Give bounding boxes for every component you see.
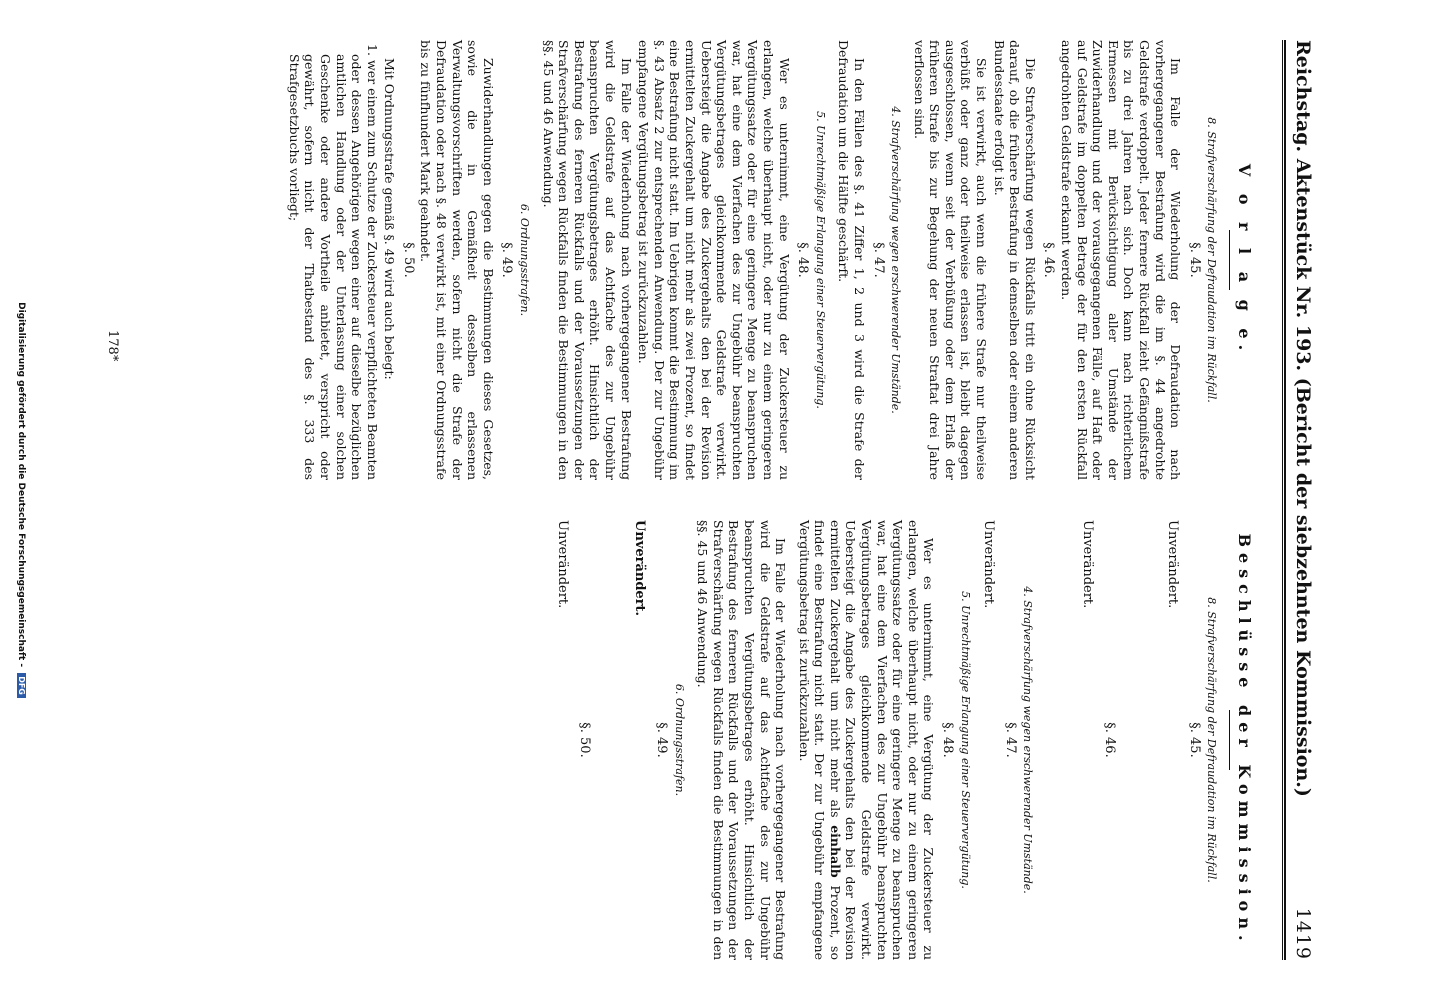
paragraph-number: §. 49. [653,722,669,758]
column-vorlage [284,40,1252,480]
digitization-footer [16,0,26,1000]
paragraph-number: §. 49. [499,242,515,278]
section-heading: 8. Strafverschärfung der Defraudation im Rückfall. [1205,117,1219,403]
paragraph-text: Unverändert. [1165,520,1181,609]
paragraph-text: Sie ist verwirkt, auch wenn die frühere Strafe nur theilweise verbüßt oder ganz oder theilweise erlassen ist, bleibt dagegen ausgeschlossen, wenn seit der Verbüßung oder dem Erlaß der früheren Strafe bis zur Begehung der neuen Straftat drei Jahre verflossen sind. [911,40,990,480]
paragraph-text: Mit Ordnungsstrafe gemäß §. 49 wird auch belegt: [382,58,398,380]
text-run: Wer es unternimmt, eine Vergütung der Zuckersteuer zu erlangen, welche überhaupt nicht, oder nur zu einem geringeren Vergütungssatze oder für eine geringere Menge zu beanspruchen war, hat eine dem Vierfachen des zur Ungebühr beanspruchten Vergütungsbetrages gleichkommende Geldstrafe verwirkt. Uebersteigt die Angabe des Zuckergehalts den bei der Revision ermittelten Zuckergehalt um nicht mehr als [827,520,937,960]
paragraph-number: §. 45. [1186,722,1202,758]
footer-text: Digitalisierung gefördert durch die Deutsche Forschungsgemeinschaft - [16,302,26,668]
paragraph-text: Die Strafverschärfung wegen Rückfalls tritt ein ohne Rücksicht darauf, ob die frühere Bestrafung in demselben oder einem anderen Bundesstaate erfolgt ist. [991,40,1038,480]
section-heading: 6. Ordnungsstrafen. [672,683,686,797]
paragraph-text: Unverändert. [1080,520,1096,609]
header-title: Reichstag. Aktenstück Nr. 193. (Bericht der siebzehnten Kommission.) [1292,40,1314,797]
header-page-number: 1419 [1292,907,1314,960]
paragraph-number: §. 46. [1041,242,1057,278]
text-run: Prozent, so findet eine Bestrafung nicht statt. Der zur Ungebühr empfangene Vergütungsbetrag ist zurückzuzahlen. [796,520,843,960]
paragraph-number: §. 45. [1186,242,1202,278]
column-title: Beschlüsse der Kommission. [1235,533,1254,947]
header-rule [1284,40,1286,960]
paragraph-text: Im Falle der Wiederholung nach vorhergegangener Bestrafung wird die Geldstrafe auf das Achtfache des zur Ungebühr beanspruchten Vergütungsbetrages erhöht. Hinsichtlich der Bestrafung des ferneren Rückfalls und der Voraussetzungen der Strafverschärfung wegen Rückfalls finden die Bestimmungen in den §§. 45 und 46 Anwendung. [540,40,634,480]
emphasis-text: einhalb [827,825,843,878]
paragraph-number: §. 47. [1002,722,1018,758]
paragraph-number: §. 47. [870,242,886,278]
paragraph-text [796,520,936,960]
section-heading: 6. Ordnungsstrafen. [518,203,532,317]
paragraph-number: §. 46. [1101,722,1117,758]
paragraph-number: §. 48. [795,242,811,278]
paragraph-text: Unverändert. [555,520,571,609]
list-item: 1. wer einem zum Schutze der Zuckersteuer verpflichteten Beamten oder dessen Angehörigen wegen einer auf dieselbe bezüglichen amtlichen Handlung oder der Unterlassung einer solchen Geschenke oder andere Vortheile anbietet, verspricht oder gewährt, sofern nicht der Thatbestand des §. 333 des Strafgesetzbuchs vorliegt; [286,44,380,480]
header-rule-thin [1282,40,1283,960]
paragraph-text: Unverändert. [632,520,648,617]
divider [1229,710,1230,770]
paragraph-text: Wer es unternimmt, eine Vergütung der Zuckersteuer zu erlangen, welche überhaupt nicht, oder nur zu einem geringeren Vergütungssatze oder für eine geringere Menge zu beanspruchen war, hat eine dem Vierfachen des zur Ungebühr beanspruchten Vergütungsbetrages gleichkommende Geldstrafe verwirkt. Uebersteigt die Angabe des Zuckergehalts den bei der Revision ermittelten Zuckergehalt um nicht mehr als zwei Prozent, so findet eine Bestrafung nicht statt. Im Uebrigen kommt die Bestimmung im §. 43 Absatz 2 zur entsprechenden Anwendung. Der zur Ungebühr empfangene Vergütungsbetrag ist zurückzuzahlen. [636,40,792,480]
paragraph-number: §. 50. [576,722,592,758]
section-heading: 4. Strafverschärfung wegen erschwerender Umstände. [889,106,903,414]
paragraph-number: §. 50. [400,242,416,278]
section-heading: 5. Unrechtmäßige Erlangung einer Steuervergütung. [813,111,827,409]
paragraph-text: Zuwiderhandlungen gegen die Bestimmungen dieses Gesetzes, sowie die in Gemäßheit desselben erlassenen Verwaltungsvorschriften werden, sofern nicht die Strafe der Defraudation oder nach §. 48 verwirkt ist, mit einer Ordnungsstrafe bis zu fünfhundert Mark geahndet. [418,40,496,480]
page-header [1284,40,1314,960]
paragraph-number: §. 48. [940,722,956,758]
section-heading: 8. Strafverschärfung der Defraudation im Rückfall. [1205,597,1219,883]
page-footer-number: 178* [105,330,120,362]
column-beschluesse [547,520,1252,960]
paragraph-text: In den Fällen des §. 41 Ziffer 1, 2 und 3 wird die Strafe der Defraudation um die Hälfte geschärft. [836,40,867,480]
divider [1229,230,1230,290]
section-heading: 5. Unrechtmäßige Erlangung einer Steuervergütung. [958,591,972,889]
paragraph-text: Unverändert. [981,520,997,609]
paragraph-text: Im Falle der Wiederholung nach vorhergegangener Bestrafung wird die Geldstrafe auf das Achtfache des zur Ungebühr beanspruchten Vergütungsbetrages erhöht. Hinsichtlich der Bestrafung des ferneren Rückfalls und der Voraussetzungen der Strafverschärfung wegen Rückfalls finden die Bestimmungen in den §§. 45 und 46 Anwendung. [695,520,789,960]
section-heading: 4. Strafverschärfung wegen erschwerender Umstände. [1021,586,1035,894]
column-title: V o r l a g e. [1235,163,1254,357]
dfg-logo: DFG [17,673,26,698]
paragraph-text: Im Falle der Wiederholung der Defraudation nach vorhergegangener Bestrafung wird die im §. 44 angedrohte Geldstrafe verdoppelt. Jeder fernere Rückfall zieht Gefängnißstrafe bis zu drei Jahren nach sich. Doch kann nach richterlichem Ermessen mit Berücksichtigung aller Umstände der Zuwiderhandlung und der vorausgegangenen Fälle, auf Haft oder auf Geldstrafe im doppelten Betrage der für den ersten Rückfall angedrohten Geldstrafe erkannt werden. [1059,40,1184,480]
